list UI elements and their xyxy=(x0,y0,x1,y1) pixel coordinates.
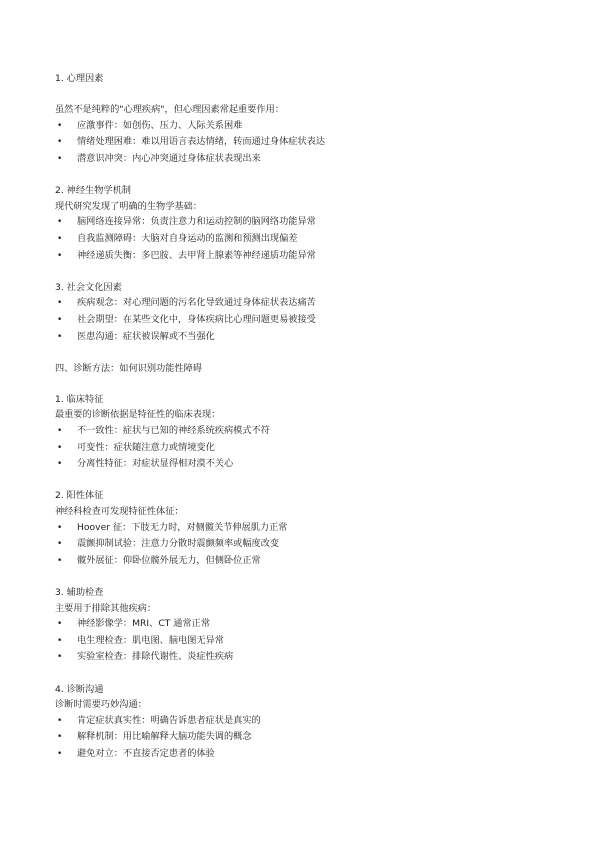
list-item-text: 髋外展征：仰卧位髋外展无力，但侧卧位正常 xyxy=(77,554,261,566)
list-item xyxy=(55,440,565,457)
document-page xyxy=(55,71,565,763)
blank-line xyxy=(55,264,565,280)
bullet-icon: • xyxy=(57,137,63,148)
list-item-text: 避免对立：不直接否定患者的体验 xyxy=(77,747,215,759)
bullet-icon: • xyxy=(57,539,63,550)
section-heading: 四、诊断方法：如何识别功能性障碍 xyxy=(55,362,202,374)
list-item xyxy=(55,248,565,265)
paragraph: 诊断时需要巧妙沟通： xyxy=(55,699,147,711)
bullet-icon: • xyxy=(57,331,63,342)
section-heading: 2. 神经生物学机制 xyxy=(55,185,131,197)
list-item-text: 自我监测障碍：大脑对自身运动的监测和预测出现偏差 xyxy=(77,232,298,244)
list-item xyxy=(55,746,565,763)
blank-line xyxy=(55,87,565,103)
list-item-text: 应激事件：如创伤、压力、人际关系困难 xyxy=(77,119,243,131)
bullet-icon: • xyxy=(57,652,63,663)
paragraph: 主要用于排除其他疾病： xyxy=(55,602,157,614)
list-item-text: 潜意识冲突：内心冲突通过身体症状表现出来 xyxy=(77,152,261,164)
list-item-text: 神经递质失衡：多巴胺、去甲肾上腺素等神经递质功能异常 xyxy=(77,249,316,261)
bullet-icon: • xyxy=(57,715,63,726)
bullet-icon: • xyxy=(57,732,63,743)
list-item xyxy=(55,649,565,666)
paragraph: 最重要的诊断依据是特征性的临床表现： xyxy=(55,409,221,421)
list-item xyxy=(55,729,565,746)
list-item-text: 解释机制：用比喻解释大脑功能失调的概念 xyxy=(77,731,252,743)
list-item xyxy=(55,520,565,537)
list-item-text: 不一致性：症状与已知的神经系统疾病模式不符 xyxy=(77,425,270,437)
list-item xyxy=(55,134,565,151)
list-item xyxy=(55,118,565,135)
list-item xyxy=(55,423,565,440)
paragraph: 虽然不是纯粹的"心理疾病"，但心理因素常起重要作用： xyxy=(55,104,284,116)
section-heading: 2. 阳性体征 xyxy=(55,490,104,502)
list-item xyxy=(55,231,565,248)
bullet-icon: • xyxy=(57,217,63,228)
list-item-text: 电生理检查：肌电图、脑电图无异常 xyxy=(77,634,224,646)
section-heading: 3. 社会文化因素 xyxy=(55,281,122,293)
bullet-icon: • xyxy=(57,426,63,437)
bullet-icon: • xyxy=(57,619,63,630)
list-item xyxy=(55,536,565,553)
list-item xyxy=(55,295,565,312)
blank-line xyxy=(55,376,565,392)
list-item-text: 可变性：症状随注意力或情境变化 xyxy=(77,441,215,453)
list-item-text: 肯定症状真实性：明确告诉患者症状是真实的 xyxy=(77,714,261,726)
blank-line xyxy=(55,168,565,184)
list-item-text: 社会期望：在某些文化中，身体疾病比心理问题更易被接受 xyxy=(77,313,316,325)
blank-line xyxy=(55,473,565,489)
bullet-icon: • xyxy=(57,442,63,453)
list-item xyxy=(55,456,565,473)
blank-line xyxy=(55,666,565,682)
section-heading: 1. 临床特征 xyxy=(55,393,104,405)
list-item xyxy=(55,312,565,329)
list-item-text: 医患沟通：症状被误解或不当强化 xyxy=(77,330,215,342)
list-item xyxy=(55,616,565,633)
bullet-icon: • xyxy=(57,120,63,131)
list-item-text: 疾病观念：对心理问题的污名化导致通过身体症状表达痛苦 xyxy=(77,297,316,309)
bullet-icon: • xyxy=(57,522,63,533)
list-item-text: 神经影像学：MRI、CT 通常正常 xyxy=(77,618,211,630)
section-heading: 4. 诊断沟通 xyxy=(55,683,104,695)
paragraph: 神经科检查可发现特征性体征： xyxy=(55,506,184,518)
paragraph: 现代研究发现了明确的生物学基础： xyxy=(55,200,202,212)
bullet-icon: • xyxy=(57,298,63,309)
list-item xyxy=(55,214,565,231)
section-heading: 3. 辅助检查 xyxy=(55,587,104,598)
list-item xyxy=(55,329,565,346)
bullet-icon: • xyxy=(57,153,63,164)
bullet-icon: • xyxy=(57,459,63,470)
section-heading: 1. 心理因素 xyxy=(55,73,104,84)
list-item-text: 震颤抑制试验：注意力分散时震颤频率或幅度改变 xyxy=(77,538,280,550)
list-item xyxy=(55,633,565,650)
bullet-icon: • xyxy=(57,635,63,646)
list-item xyxy=(55,713,565,730)
bullet-icon: • xyxy=(57,314,63,325)
list-item-text: 分离性特征：对症状显得相对漠不关心 xyxy=(77,458,234,470)
list-item xyxy=(55,151,565,168)
bullet-icon: • xyxy=(57,555,63,566)
list-item-text: Hoover 征：下肢无力时，对侧髋关节伸展肌力正常 xyxy=(77,521,288,533)
bullet-icon: • xyxy=(57,250,63,261)
blank-line xyxy=(55,569,565,585)
bullet-icon: • xyxy=(57,748,63,759)
list-item xyxy=(55,553,565,570)
bullet-icon: • xyxy=(57,233,63,244)
list-item-text: 脑网络连接异常：负责注意力和运动控制的脑网络功能异常 xyxy=(77,216,316,228)
list-item-text: 情绪处理困难：难以用语言表达情绪，转而通过身体症状表达 xyxy=(77,136,326,148)
blank-line xyxy=(55,345,565,361)
list-item-text: 实验室检查：排除代谢性、炎症性疾病 xyxy=(77,651,234,663)
